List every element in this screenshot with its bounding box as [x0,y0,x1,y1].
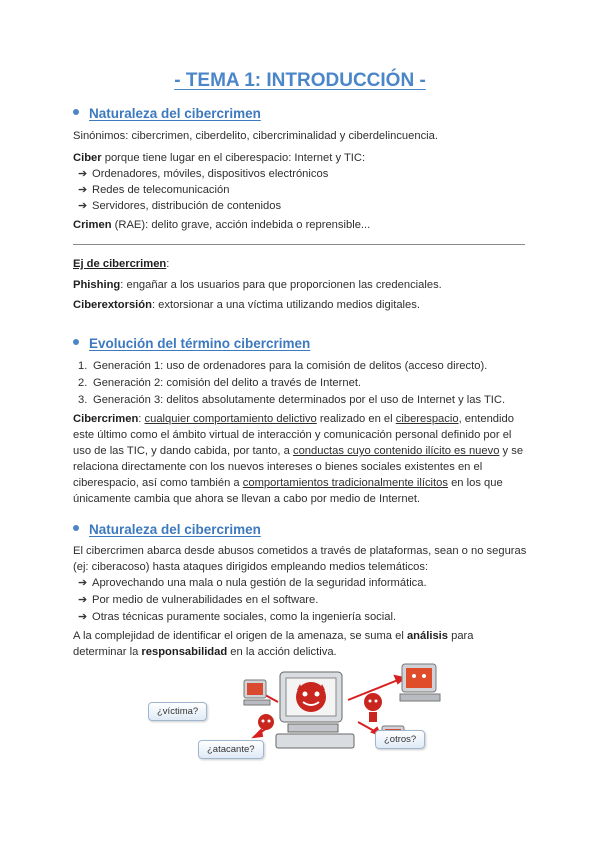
phishing-paragraph [73,277,531,293]
paragraph-line: únicamente cambia que ahora se llevan a cabo por medio de Internet. [73,493,421,505]
ciber-term: Ciber [73,152,102,164]
arrow-icon: ➔ [78,184,88,196]
list-number: 3. [78,394,88,406]
extorsion-term: Ciberextorsión [73,299,152,311]
intro-paragraph [73,543,535,575]
ciber-paragraph [73,150,531,166]
arrow-icon: ➔ [78,577,88,589]
arrow-icon: ➔ [78,168,88,180]
bubble-victima: ¿víctima? [148,702,207,721]
text-run: , entendido [458,413,514,425]
text-run: en los que [447,477,503,489]
paragraph-line: este último como el ámbito virtual de interacción y comunicación personal definido por el [73,429,512,441]
list-item-text: Aprovechando una mala o nula gestión de la seguridad informática. [92,577,427,589]
phishing-term: Phishing [73,279,121,291]
paragraph-line: (ej: ciberacoso) hasta ataques dirigidos empleando medios telemáticos: [73,561,429,573]
text-run: en la acción delictiva. [227,646,337,658]
main-computer-icon [276,672,354,748]
closing-paragraph [73,628,535,660]
crimen-term: Crimen [73,219,112,231]
list-item [78,198,281,214]
paragraph-line [73,628,535,644]
ciber-definition: porque tiene lugar en el ciberespacio: Internet y TIC: [101,152,366,164]
right-computer-icon [400,664,440,701]
examples-heading [73,256,531,272]
examples-heading-text: Ej de cibercrimen [73,258,167,270]
list-item-text: Ordenadores, móviles, dispositivos electrónicos [92,168,329,180]
text-run: uso de las TIC, y dando cabida, por tanto, a [73,445,293,457]
underlined-phrase: ciberespacio [395,413,459,425]
cybercrime-illustration [148,662,448,772]
small-computer-icon [244,680,270,705]
phishing-definition: : engañar a los usuarios para que proporcionen las credenciales. [120,279,442,291]
text-run: para [448,630,474,642]
section-heading-text: Evolución del término cibercrimen [89,336,311,351]
text-run: determinar la [73,646,142,658]
crimen-definition: (RAE): delito grave, acción indebida o reprensible... [111,219,371,231]
underlined-phrase: comportamientos tradicionalmente ilícitos [242,477,448,489]
underlined-phrase: cualquier comportamiento delictivo [144,413,317,425]
list-item [78,609,396,625]
section-heading-text: Naturaleza del cibercrimen [89,522,261,537]
list-item-text: Generación 3: delitos absolutamente determinados por el uso de Internet y las TIC. [93,394,506,406]
cibercrimen-term: Cibercrimen [73,413,139,425]
arrow-icon: ➔ [78,611,88,623]
bullet-icon [73,109,79,115]
paragraph-line [73,475,535,491]
paragraph-line: Cibercrimen: cualquier comportamiento delictivo realizado en el ciberespacio, entendido [73,413,514,425]
paragraph-line: relaciona directamente con los nuevos intereses o bienes sociales existentes en el [73,461,483,473]
page-title: - TEMA 1: INTRODUCCIÓN - [174,70,426,91]
paragraph-line [73,644,535,660]
paragraph-line: El cibercrimen abarca desde abusos cometidos a través de plataformas, sean o no seguras [73,545,527,557]
arrow-icon: ➔ [78,200,88,212]
section-heading-evolucion [73,336,310,351]
underlined-phrase: conductas cuyo contenido ilícito es nuevo [292,445,500,457]
ordered-list-item [78,392,505,408]
bold-term: análisis [406,630,448,642]
extorsion-paragraph [73,297,531,313]
list-item-text: Generación 1: uso de ordenadores para la comisión de delitos (acceso directo). [93,360,488,372]
ordered-list-item [78,375,361,391]
list-item [78,592,318,608]
list-item-text: Servidores, distribución de contenidos [92,200,282,212]
section-heading-naturaleza [73,106,261,121]
bubble-atacante: ¿atacante? [198,740,264,759]
bullet-icon [73,339,79,345]
crimen-paragraph [73,217,531,233]
list-item-text: Redes de telecomunicación [92,184,230,196]
paragraph-line [73,443,535,459]
list-item [78,166,328,182]
bubble-otros: ¿otros? [375,730,425,749]
divider [73,244,525,245]
arrow-icon: ➔ [78,594,88,606]
examples-colon: : [166,258,170,270]
list-item-text: Por medio de vulnerabilidades en el software. [92,594,319,606]
synonyms-paragraph: Sinónimos: cibercrimen, ciberdelito, cibercriminalidad y ciberdelincuencia. [73,130,438,142]
text-run: ciberespacio, así como también a [73,477,243,489]
text-run: realizado en el [316,413,396,425]
list-item [78,182,229,198]
ordered-list-item [78,358,487,374]
extorsion-definition: : extorsionar a una víctima utilizando medios digitales. [151,299,420,311]
bullet-icon [73,525,79,531]
text-run: A la complejidad de identificar el origen de la amenaza, se suma el [73,630,407,642]
bold-term: responsabilidad [141,646,228,658]
list-item-text: Generación 2: comisión del delito a través de Internet. [93,377,362,389]
cibercrimen-definition-paragraph [73,411,535,507]
list-number: 2. [78,377,88,389]
list-item [78,575,427,591]
text-run: y se [499,445,524,457]
section-heading-naturaleza-2 [73,522,261,537]
list-number: 1. [78,360,88,372]
list-item-text: Otras técnicas puramente sociales, como la ingeniería social. [92,611,397,623]
section-heading-text: Naturaleza del cibercrimen [89,106,261,121]
